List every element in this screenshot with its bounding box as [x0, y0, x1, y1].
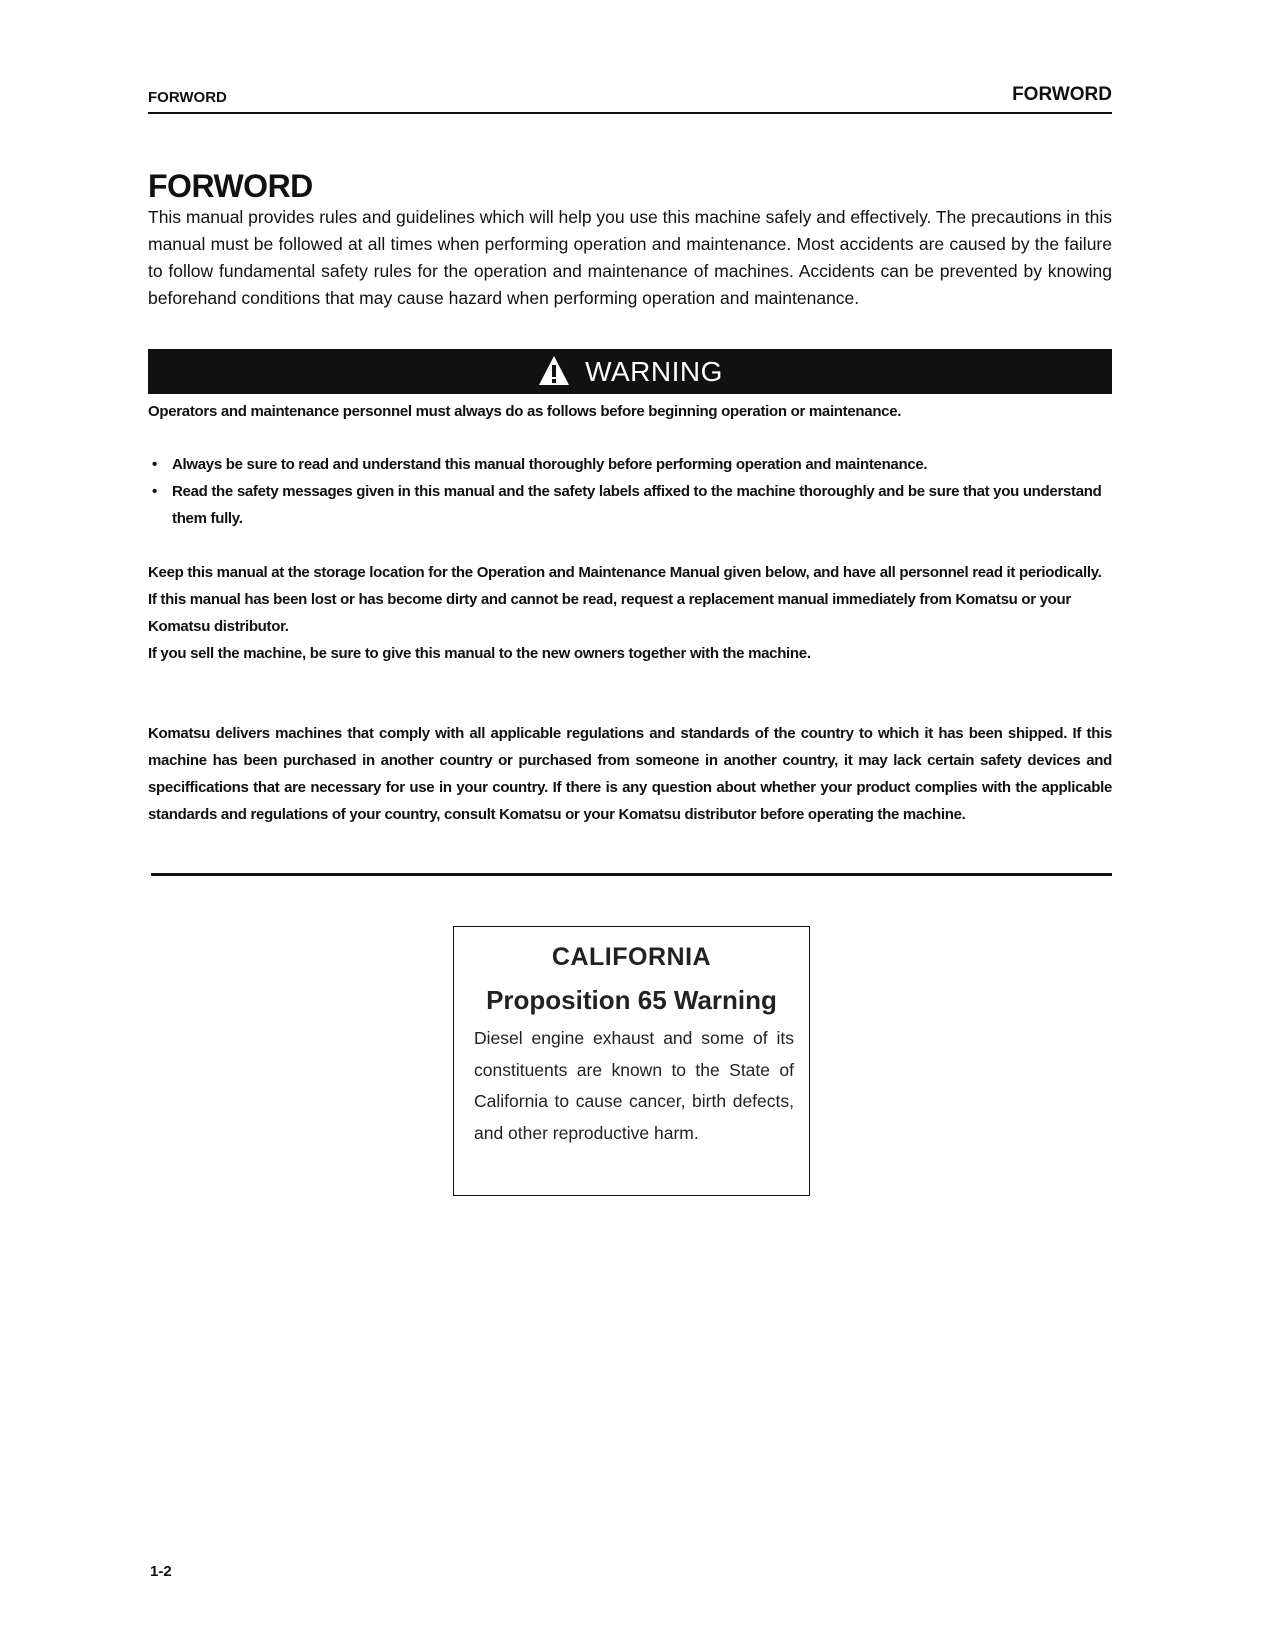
warning-bullet-item: • Read the safety messages given in this manual and the safety labels affixed to the machine thoroughly and be sure that you understand them fully. — [148, 478, 1112, 532]
warning-label: WARNING — [585, 355, 723, 387]
header-left-title: FORWORD — [148, 89, 227, 106]
replacement-manual-note: If this manual has been lost or has become dirty and cannot be read, request a replacement manual immediately from Komatsu or your Komatsu distributor. — [148, 591, 1071, 635]
keep-manual-note: Keep this manual at the storage location for the Operation and Maintenance Manual given below, and have all personnel read it periodically. — [148, 564, 1102, 581]
california-prop65-box — [453, 926, 810, 1196]
warning-triangle-icon — [537, 354, 571, 388]
header-right-title: FORWORD — [1012, 84, 1112, 105]
california-title: CALIFORNIA — [551, 943, 712, 971]
section-title: FORWORD — [148, 168, 313, 204]
operators-instruction: Operators and maintenance personnel must always do as follows before beginning operation or maintenance. — [148, 403, 902, 420]
manual-storage-notes — [148, 559, 1112, 667]
regulations-paragraph: Komatsu delivers machines that comply with all applicable regulations and standards of the country to which it has been shipped. If this machine has been purchased in another country or purchased from someone in another country, it may lack certain safety devices and speciffications that are necessary for use in your country. If there is any question about whether your product complies with the applicable standards and regulations of your country, consult Komatsu or your Komatsu distributor before operating the machine. — [148, 725, 1112, 823]
intro-paragraph: This manual provides rules and guidelines which will help you use this machine safely and effectively. The precautions in this manual must be followed at all times when performing operation and maintenance. Most accidents are caused by the failure to follow fundamental safety rules for the operation and maintenance of machines. Accidents can be prevented by knowing beforehand conditions that may cause hazard when performing operation and maintenance. — [148, 207, 1112, 308]
warning-bullet-list — [148, 451, 1112, 532]
proposition-65-subtitle: Proposition 65 Warning — [486, 985, 777, 1015]
sell-machine-note: If you sell the machine, be sure to give this manual to the new owners together with the machine. — [148, 645, 811, 662]
page-number: 1-2 — [150, 1563, 172, 1580]
warning-bullet-item: • Always be sure to read and understand this manual thoroughly before performing operation and maintenance. — [148, 451, 1112, 478]
warning-end-divider — [151, 873, 1112, 876]
page-header — [148, 82, 1112, 114]
proposition-65-text: Diesel engine exhaust and some of its constituents are known to the State of California to cause cancer, birth defects, and other reproductive harm. — [474, 1028, 794, 1143]
warning-banner — [148, 349, 1112, 394]
